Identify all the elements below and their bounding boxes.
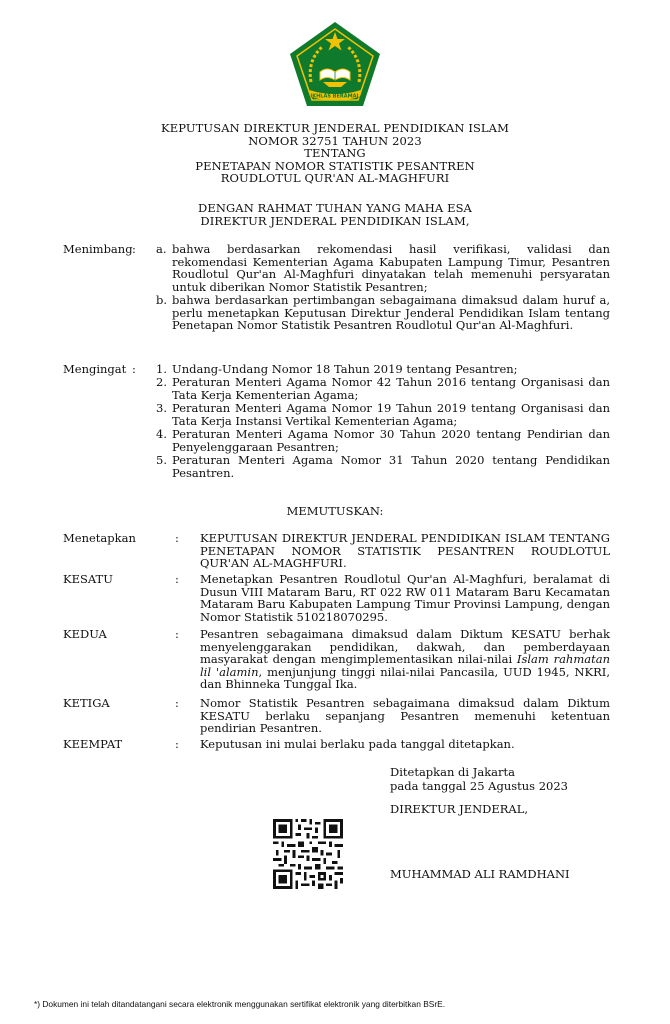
qr-code-icon [273, 819, 343, 889]
footnote: *) Dokumen ini telah ditandatangani secara elektronik menggunakan sertifikat elektronik yang diterbitkan BSrE. [34, 999, 446, 1009]
signatory-name: MUHAMMAD ALI RAMDHANI [390, 867, 570, 881]
kesatu-colon: : [175, 572, 179, 586]
memutuskan-heading: MEMUTUSKAN: [286, 504, 384, 518]
signature-position: DIREKTUR JENDERAL, [390, 802, 529, 816]
opening-line-2: DIREKTUR JENDERAL PENDIDIKAN ISLAM, [200, 213, 470, 228]
title-line-4: PENETAPAN NOMOR STATISTIK PESANTREN [195, 158, 475, 173]
list-marker: b. [156, 293, 168, 307]
signature-date: pada tanggal 25 Agustus 2023 [390, 779, 569, 793]
kedua-text [200, 628, 610, 691]
kedua-text-part: Pesantren sebagaimana dimaksud dalam Diktum KESATU berhak menyelenggarakan pendidikan, dakwah, dan pemberdayaan masyarakat dengan mengimplementasikan nilai-nilai [200, 627, 610, 666]
ketiga-label: KETIGA [63, 696, 110, 710]
kemenag-emblem-icon [287, 20, 383, 108]
menimbang-colon: : [132, 242, 136, 256]
list-marker: 3. [156, 401, 167, 415]
menetapkan-label: Menetapkan [63, 531, 136, 545]
keempat-colon: : [175, 737, 179, 751]
title-line-3: TENTANG [304, 146, 366, 160]
list-marker: 5. [156, 453, 167, 467]
opening-line-1: DENGAN RAHMAT TUHAN YANG MAHA ESA [198, 201, 472, 215]
title-line-2: NOMOR 32751 TAHUN 2023 [248, 133, 422, 148]
list-item-text: Peraturan Menteri Agama Nomor 31 Tahun 2020 tentang Pendidikan Pesantren. [172, 453, 610, 480]
mengingat-colon: : [132, 362, 136, 376]
kedua-colon: : [175, 627, 179, 641]
keempat-label: KEEMPAT [63, 737, 123, 751]
kesatu-text: Menetapkan Pesantren Roudlotul Qur'an Al-Maghfuri, beralamat di Dusun VIII Mataram Baru, RT 022 RW 011 Mataram Baru Kecamatan Mataram Baru Kabupaten Lampung Timur Provinsi Lampung, dengan Nomor Statistik 510218070295. [200, 572, 610, 624]
menetapkan-text: KEPUTUSAN DIREKTUR JENDERAL PENDIDIKAN ISLAM TENTANG PENETAPAN NOMOR STATISTIK PESANTREN ROUDLOTUL QUR'AN AL-MAGHFURI. [200, 531, 610, 570]
svg-text:IKHLAS BERAMAL: IKHLAS BERAMAL [310, 93, 360, 100]
list-marker: 2. [156, 375, 167, 389]
list-item-text: Undang-Undang Nomor 18 Tahun 2019 tentang Pesantren; [172, 362, 518, 376]
list-item-text: Peraturan Menteri Agama Nomor 19 Tahun 2019 tentang Organisasi dan Tata Kerja Instansi Vertikal Kementerian Agama; [172, 401, 610, 428]
list-item-text: Peraturan Menteri Agama Nomor 30 Tahun 2020 tentang Pendirian dan Penyelenggaraan Pesantren; [172, 427, 610, 454]
list-item-text: bahwa berdasarkan rekomendasi hasil verifikasi, validasi dan rekomendasi Kementerian Agama Kabupaten Lampung Timur, Pesantren Roudlotul Qur'an Al-Maghfuri dinyatakan telah memenuhi persyaratan untuk diberikan Nomor Statistik Pesantren; [172, 242, 610, 294]
ketiga-colon: : [175, 696, 179, 710]
menimbang-label: Menimbang [63, 242, 133, 256]
kedua-label: KEDUA [63, 627, 107, 641]
mengingat-label: Mengingat [63, 362, 127, 376]
title-line-1: KEPUTUSAN DIREKTUR JENDERAL PENDIDIKAN ISLAM [161, 121, 509, 135]
kedua-text-italic: Islam rahmatan lil 'alamin [200, 652, 610, 679]
kedua-text-part: , menjunjung tinggi nilai-nilai Pancasila, UUD 1945, NKRI, dan Bhinneka Tunggal Ika. [200, 664, 610, 691]
ketiga-text: Nomor Statistik Pesantren sebagaimana dimaksud dalam Diktum KESATU berlaku sepanjang Pesantren memenuhi ketentuan pendirian Pesantren. [200, 696, 610, 735]
list-item-text: Peraturan Menteri Agama Nomor 42 Tahun 2016 tentang Organisasi dan Tata Kerja Kementerian Agama; [172, 375, 610, 402]
list-marker: 4. [156, 427, 167, 441]
decree-title [0, 122, 670, 185]
opening-formula [0, 202, 670, 227]
list-marker: 1. [156, 362, 167, 376]
keempat-text: Keputusan ini mulai berlaku pada tanggal ditetapkan. [200, 737, 515, 751]
list-marker: a. [156, 242, 167, 256]
signature-place: Ditetapkan di Jakarta [390, 765, 516, 779]
title-line-5: ROUDLOTUL QUR'AN AL-MAGHFURI [220, 171, 450, 185]
kesatu-label: KESATU [63, 572, 113, 586]
list-item-text: bahwa berdasarkan pertimbangan sebagaimana dimaksud dalam huruf a, perlu menetapkan Keputusan Direktur Jenderal Pendidikan Islam tentang Penetapan Nomor Statistik Pesantren Roudlotul Qur'an Al-Maghfuri. [172, 293, 610, 332]
menetapkan-colon: : [175, 531, 179, 545]
